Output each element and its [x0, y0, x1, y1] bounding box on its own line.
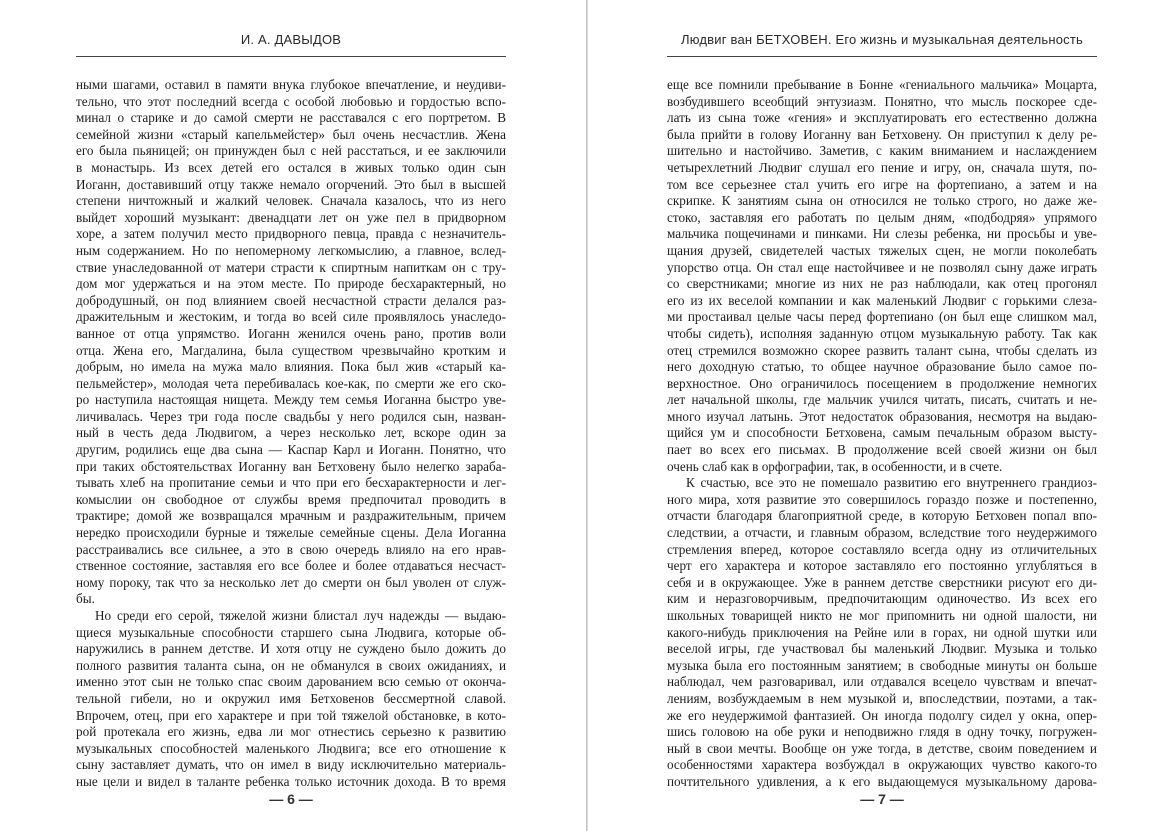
text-line: четырехлетний Людвиг слушал его пение и игру, он, сначала шутя, по-	[667, 159, 1097, 175]
text-line: пает во всех его письмах. В продолжение всей своей жизни он был	[667, 442, 1097, 458]
text-line: его была пьяницей; он принужден был с ней расстаться, и ее заключили	[76, 143, 506, 159]
text-line: много изучал латынь. Этот недостаток образования, несмотря на выдаю-	[667, 408, 1097, 424]
text-line: скрипке. К занятиям сына он относился не только строго, но даже же-	[667, 193, 1097, 209]
text-line: ным содержанием. Но по непомерному легкомыслию, а главное, вслед-	[76, 242, 506, 258]
text-line: шительно и настойчиво. Заметив, с каким вниманием и наслаждением	[667, 143, 1097, 159]
text-line: при таких обстоятельствах Иоганну ван Бетховену было нелегко зараба-	[76, 458, 506, 474]
text-line: возбудившего всеобщий энтузиазм. Понятно, что мысль поскорее сде-	[667, 93, 1097, 109]
text-line: стоко, заставляя его работать по целым дням, «подбодряя» упрямого	[667, 209, 1097, 225]
text-line: отец стремился возможно скорее развить талант сына, чтобы сделать из	[667, 342, 1097, 358]
header-rule	[667, 56, 1097, 57]
text-line: щийся ум и способности Бетховена, самым печальным образом высту-	[667, 425, 1097, 441]
text-line: ванное от отца упрямство. Иоганн женился очень рано, против воли	[76, 325, 506, 341]
page-body	[76, 77, 506, 791]
text-line: рой протекала его жизнь, едва ли мог отнестись серьезно к развитию	[76, 724, 506, 740]
text-line: бы.	[76, 591, 95, 607]
text-line: расстраивались все сильнее, а это в свою очередь влияло на его нрав-	[76, 541, 506, 557]
text-line: Иоганн, доставивший отцу также немало огорчений. Это был в высшей	[76, 176, 506, 192]
text-line: дом мог удержаться и на этом месте. По природе бесхарактерный, но	[76, 276, 506, 292]
text-line: же его неудержимой фантазией. Он иногда подолгу сидел у окна, опер-	[667, 707, 1097, 723]
text-line: почтительного удивления, а к его выдающемуся музыкальному дарова-	[667, 773, 1097, 789]
text-line: полного развития таланта сына, он не обманулся в своих ожиданиях, и	[76, 657, 506, 673]
text-line: комыслии он свободное от службы время предпочитал проводить в	[76, 491, 506, 507]
text-line: Но среди его серой, тяжелой жизни блистал луч надежды — выдаю-	[95, 608, 506, 623]
text-line: лениям, возбуждаемым в нем музыкой и, впоследствии, поэтами, а так-	[667, 690, 1097, 706]
text-line: лать из сына тоже «гения» и эксплуатировать его естественно должна	[667, 110, 1097, 126]
text-line: ному пороку, так что за несколько лет до смерти он был уволен от служ-	[76, 574, 506, 590]
text-line: следствии, а отчасти, и главным образом, вследствие того неудержимого	[667, 525, 1097, 541]
text-line: тывать хлеб на пропитание семьи и что при его бесхарактерности и лег-	[76, 475, 506, 491]
text-line: ными шагами, оставил в памяти внука глубокое впечатление, и неудиви-	[76, 77, 506, 92]
text-line: ный в свои мечты. Вообще он уже тогда, в детстве, своим поведением и	[667, 740, 1097, 756]
text-line: веселой игры, где участвовал бы маленький Людвиг. Музыка и только	[667, 641, 1097, 657]
text-line: школьных товарищей никто не мог припомнить ни одной шалости, ни	[667, 608, 1097, 623]
text-line: нередко происходили бурные и тяжелые семейные сцены. Дела Иоганна	[76, 525, 506, 541]
text-line: ми простаивал целые часы перед фортепиано (он был еще слишком мал,	[667, 309, 1097, 325]
text-line: в монастырь. Из всех детей его остался в живых только один сын	[76, 159, 506, 175]
text-line: пельмейстер», молодая чета перебивалась кое-как, по смерти же его ско-	[76, 375, 506, 391]
text-line: черт его характера и которое заставляло его постоянно углубляться в	[667, 558, 1097, 574]
text-line: со сверстниками; многие из них не раз наблюдали, как отец прогонял	[667, 276, 1097, 292]
text-line: сыну заставляет думать, что он имел в виду исключительно материаль-	[76, 757, 506, 773]
text-line: именно этот сын не только спас своим дарованием всю семью от оконча-	[76, 674, 506, 690]
text-line: особенностями характера возбуждал в окружающих чувство какого-то	[667, 757, 1097, 773]
text-line: стремления вперед, которое составляло всегда одну из отличительных	[667, 541, 1097, 557]
text-line: отца. Жена его, Магдалина, была существом чрезвычайно кротким и	[76, 342, 506, 358]
text-line: него доходную статью, то общее научное образование было самое по-	[667, 359, 1097, 375]
text-line: ствие унаследованной от матери страсти к спиртным напиткам он с тру-	[76, 259, 506, 275]
text-line: наблюдал, чем разговаривал, или отдавался всецело чувствам и впечат-	[667, 674, 1097, 690]
running-header: И. А. ДАВЫДОВ	[240, 32, 342, 47]
text-line: музыкальных способностей маленького Людвига; все его отношение к	[76, 740, 506, 756]
left-page	[76, 0, 506, 831]
text-line: хоре, а затем получил место придворного певца, правда с незначитель-	[76, 226, 506, 242]
right-page	[667, 0, 1097, 831]
text-line: ро наступила настоящая нищета. Между тем семья Иоганна быстро уве-	[76, 392, 506, 408]
text-line: К счастью, все это не помешало развитию его внутреннего грандиоз-	[686, 475, 1097, 491]
text-line: личивалась. Через три года после свадьбы у него родился сын, назван-	[76, 408, 506, 424]
text-line: Впрочем, отец, при его характере и при той тяжелой обстановке, в кото-	[76, 707, 506, 723]
text-line: ного мира, хотя развитие это совершилось гораздо позже и постепенно,	[667, 491, 1097, 507]
page-number: — 6 —	[269, 791, 313, 807]
text-line: добродушный, он под влиянием своей несчастной страсти делался раз-	[76, 292, 506, 308]
running-header: Людвиг ван БЕТХОВЕН. Его жизнь и музыкальная деятельность	[680, 32, 1084, 47]
text-line: щания друзей, свидетелей частых тяжелых сцен, не могли поколебать	[667, 242, 1097, 258]
text-line: добрым, но имела на мужа мало влияния. Пока был жив «старый ка-	[76, 359, 506, 375]
text-line: степени ничтожный и жалкий человек. Сначала казалось, что из него	[76, 193, 506, 209]
header-rule	[76, 56, 506, 57]
text-line: отчасти благодаря благоприятной среде, в которую Бетховен попал впо-	[667, 508, 1097, 524]
text-line: ственное состояние, заставляя его все более и более отдаваться несчаст-	[76, 558, 506, 574]
text-line: ким и неразговорчивым, предпочитающим одиночество. Из всех его	[667, 591, 1097, 607]
text-line: музыка была его постоянным занятием; в свободные минуты он больше	[667, 657, 1097, 673]
text-line: ные цели и видел в таланте ребенка только источник дохода. В то время	[76, 773, 506, 789]
text-line: том все серьезнее стал учить его игре на фортепиано, а затем и на	[667, 176, 1097, 192]
page-number: — 7 —	[860, 791, 904, 807]
book-spine	[586, 0, 588, 831]
text-line: какого-нибудь приключения на Рейне или в горах, ни одной шутки или	[667, 624, 1097, 640]
text-line: тельной гибели, но и окружил имя Бетховенов бессмертной славой.	[76, 690, 506, 706]
text-line: еще все помнили пребывание в Бонне «гениального мальчика» Моцарта,	[667, 77, 1097, 92]
text-line: лет начальной школы, где мальчик учился читать, писать, считать и не-	[667, 392, 1097, 408]
page-body	[667, 77, 1097, 791]
text-line: тельно, что этот последний всегда с особой любовью и гордостью вспо-	[76, 93, 506, 109]
text-line: дражительным и жестоким, и тогда во всей силе проявлялось унаследо-	[76, 309, 506, 325]
text-line: его из их веселой компании и как маленький Людвиг с горькими слеза-	[667, 292, 1097, 308]
text-line: верхностное. Оно ограничилось посещением в продолжение немногих	[667, 375, 1097, 391]
text-line: себя и в окружающее. Уже в раннем детстве сверстники рисуют его ди-	[667, 574, 1097, 590]
text-line: чтобы сидеть), исполняя заданную отцом музыкальную работу. Так как	[667, 325, 1097, 341]
text-line: минал о старике и до самой смерти не расставался с его портретом. В	[76, 110, 506, 126]
text-line: наружились в раннем детстве. И хотя отцу не суждено было дожить до	[76, 641, 506, 657]
text-line: мальчика пощечинами и пинками. Ни слезы ребенка, ни просьбы и уве-	[667, 226, 1097, 242]
text-line: ный в честь деда Людвигом, а через несколько лет, вскоре один за	[76, 425, 506, 441]
text-line: другим, родились еще два сына — Каспар Карл и Иоганн. Понятно, что	[76, 442, 506, 458]
text-line: очень слаб как в орфографии, так, в особенности, и в счете.	[667, 458, 1003, 474]
text-line: упорство отца. Он стал еще настойчивее и не позволял сыну даже играть	[667, 259, 1097, 275]
text-line: была прийти в голову Иоганну ван Бетховену. Он приступил к делу ре-	[667, 126, 1097, 142]
text-line: выйдет хороший музыкант: двенадцати лет он уже пел в придворном	[76, 209, 506, 225]
text-line: шись головою на обе руки и неподвижно глядя в одну точку, погружен-	[667, 724, 1097, 740]
text-line: щиеся музыкальные способности старшего сына Людвига, которые об-	[76, 624, 506, 640]
text-line: трактире; домой же возвращался мрачным и раздражительным, причем	[76, 508, 506, 524]
text-line: семейной жизни «старый капельмейстер» был очень несчастлив. Жена	[76, 126, 506, 142]
